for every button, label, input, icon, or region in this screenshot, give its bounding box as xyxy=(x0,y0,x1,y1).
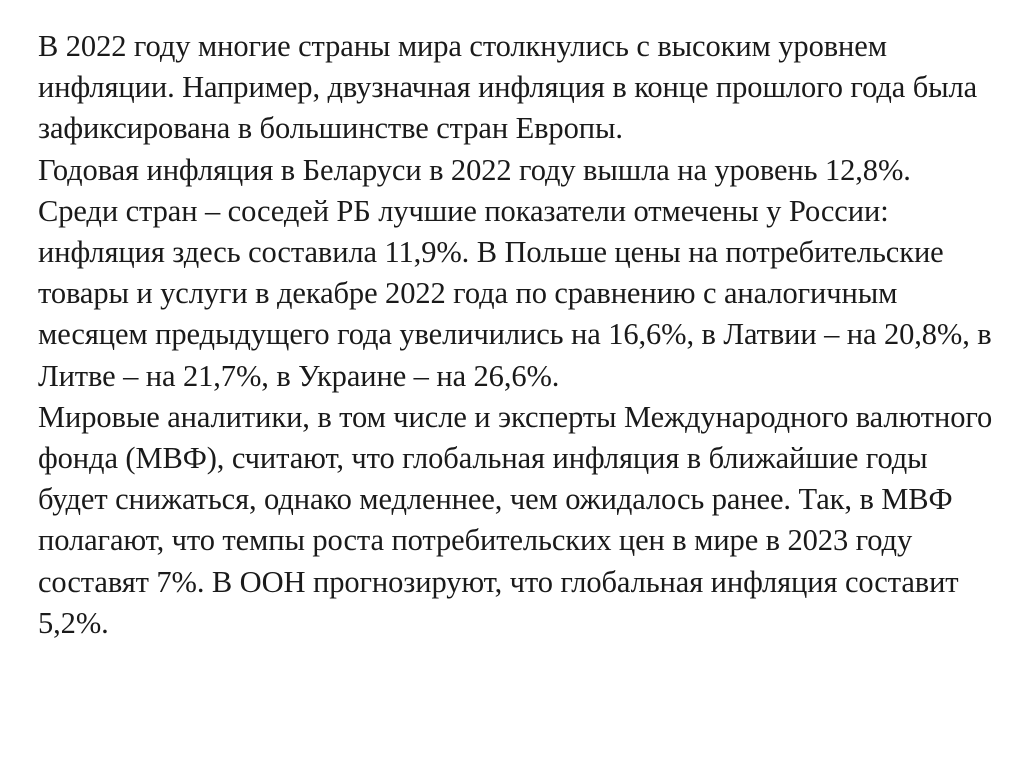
paragraph-belarus-inflation: Годовая инфляция в Беларуси в 2022 году вышла на уровень 12,8%. Среди стран – соседей РБ лучшие показатели отмечены у России: инфляция здесь составила 11,9%. В Польше цены на потребительские товары и услуги в декабре 2022 года по сравнению с аналогичным месяцем предыдущего года увеличились на 16,6%, в Латвии – на 20,8%, в Литве – на 21,7%, в Украине – на 26,6%. xyxy=(38,152,992,393)
paragraph-global-forecast: Мировые аналитики, в том числе и эксперты Международного валютного фонда (МВФ), считают, что глобальная инфляция в ближайшие годы будет снижаться, однако медленнее, чем ожидалось ранее. Так, в МВФ полагают, что темпы роста потребительских цен в мире в 2023 году составят 7%. В ООН прогнозируют, что глобальная инфляция составит 5,2%. xyxy=(38,399,993,640)
text-block xyxy=(38,26,998,644)
paragraph-intro: В 2022 году многие страны мира столкнулись с высоким уровнем инфляции. Например, двузначная инфляция в конце прошлого года была зафиксирована в большинстве стран Европы. xyxy=(38,29,978,146)
